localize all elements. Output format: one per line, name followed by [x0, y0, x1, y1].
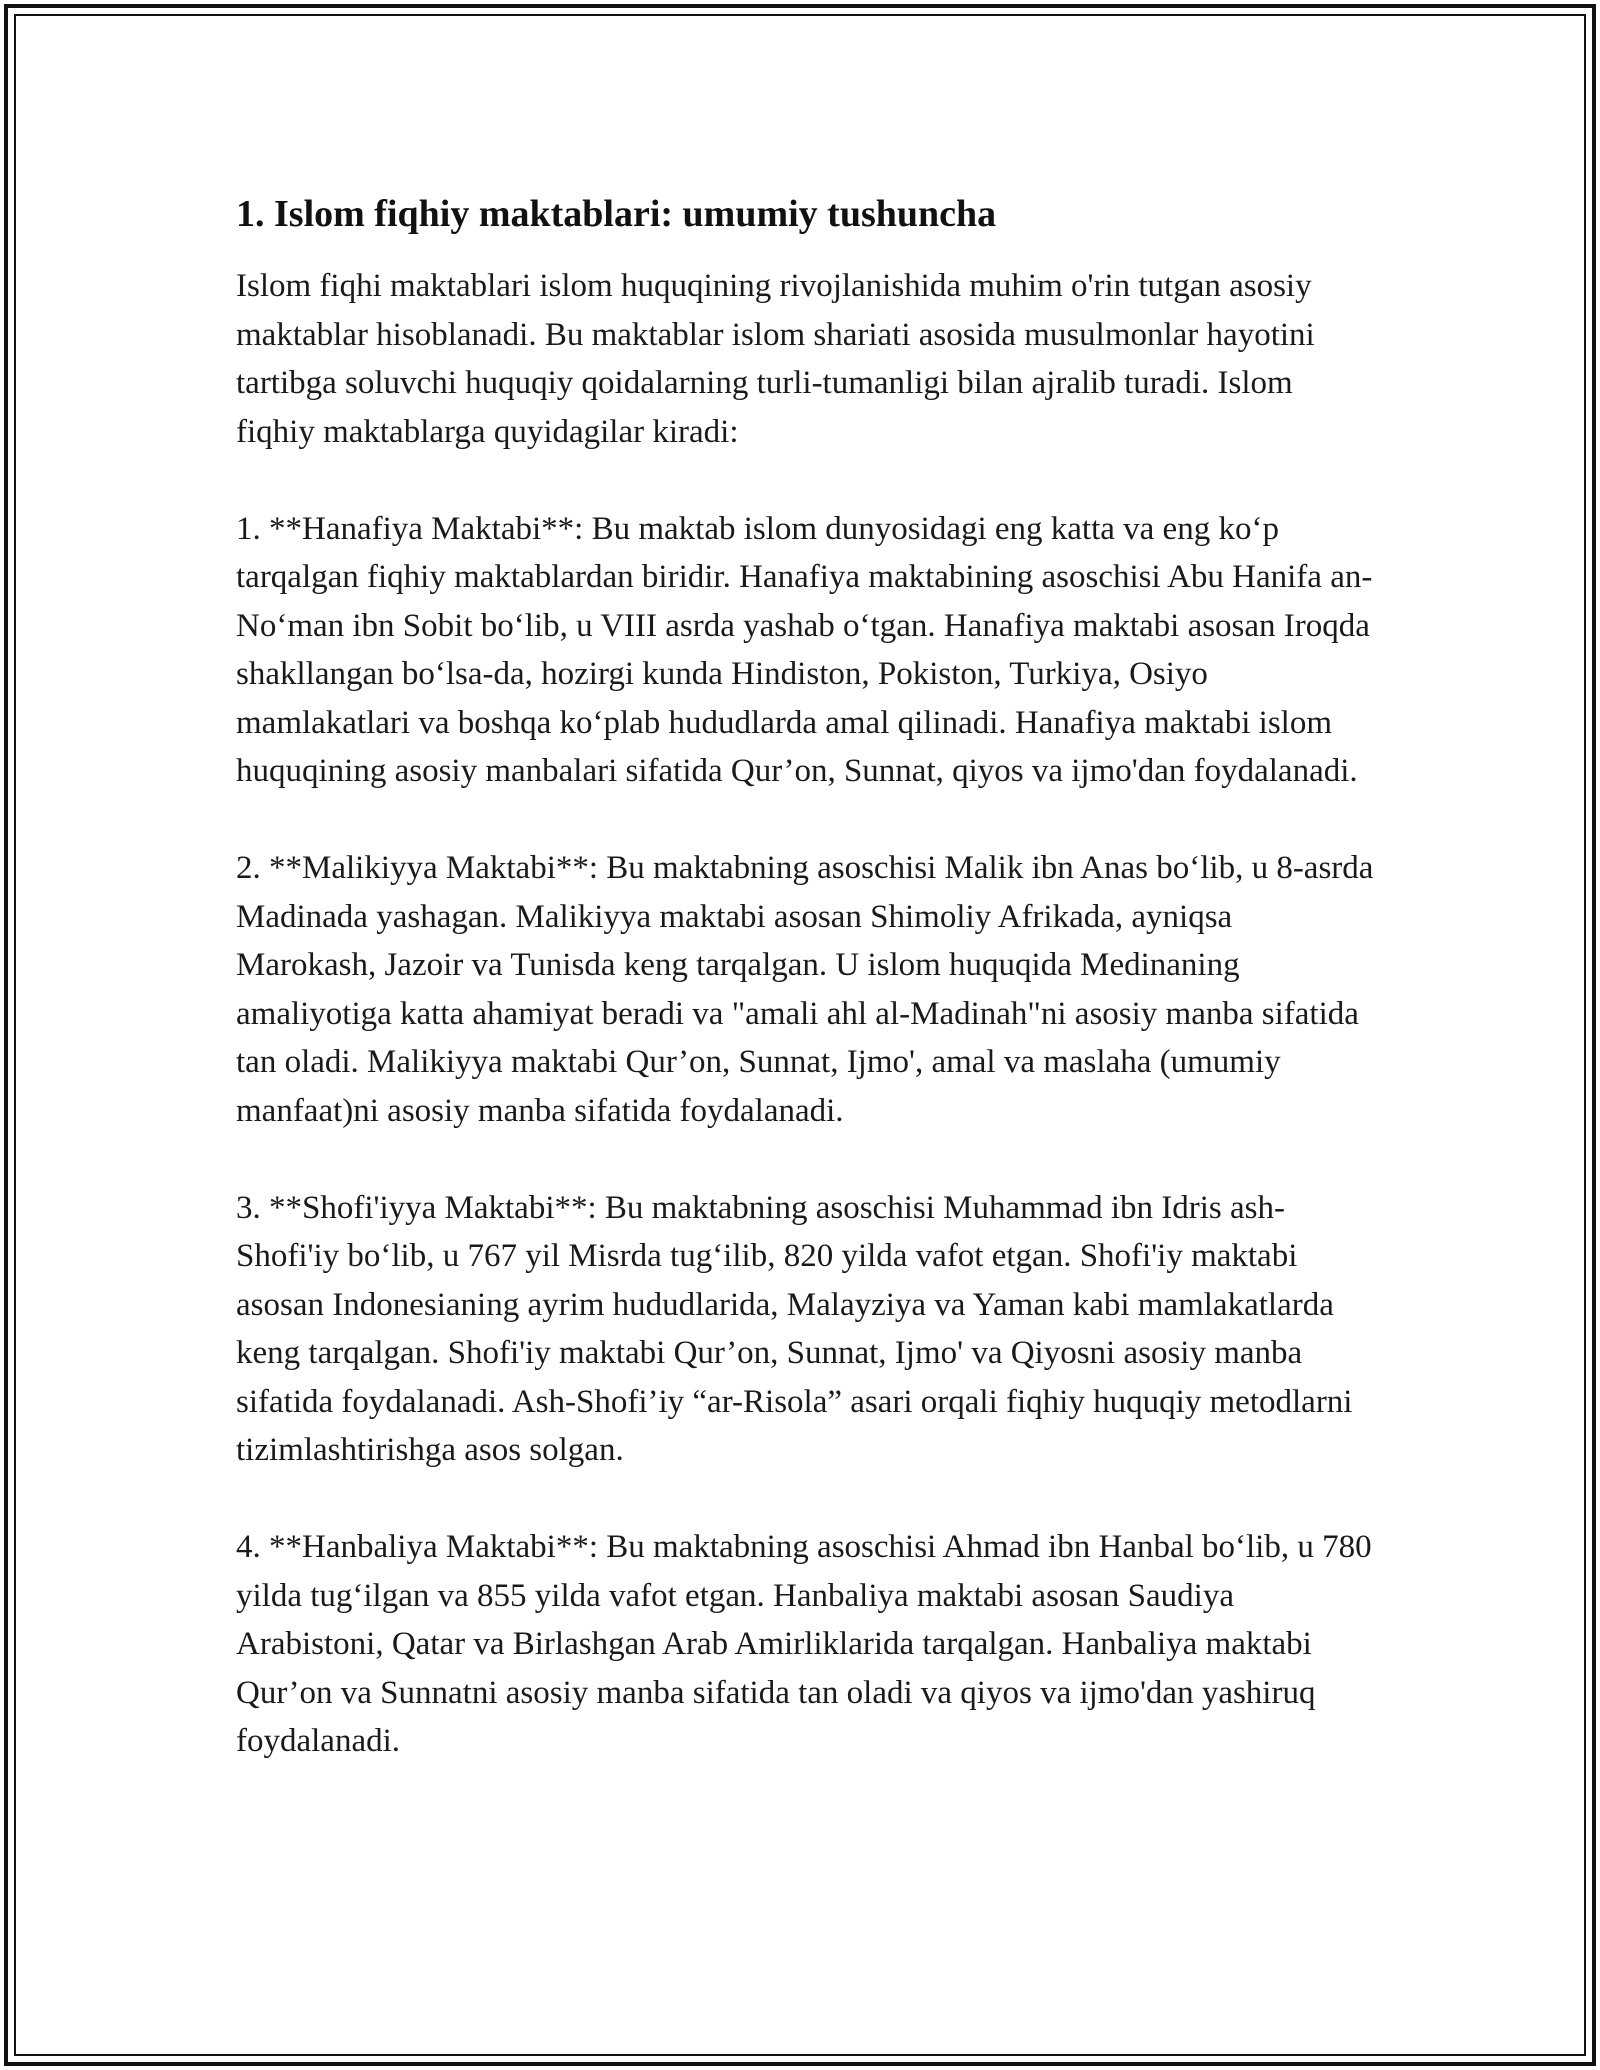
page-title: 1. Islom fiqhiy maktablari: umumiy tushuncha	[236, 193, 997, 235]
intro-paragraph: Islom fiqhi maktablari islom huquqining rivojlanishida muhim o'rin tutgan asosiy maktablar hisoblanadi. Bu maktablar islom shariati asosida musulmonlar hayotini tartibga soluvchi huquqiy qoidalarning turli-tumanligi bilan ajralib turadi. Islom fiqhiy maktablarga quyidagilar kiradi:	[236, 268, 1315, 450]
malikiyya-paragraph: 2. **Malikiyya Maktabi**: Bu maktabning asoschisi Malik ibn Anas bo‘lib, u 8-asrda Madinada yashagan. Malikiyya maktabi asosan Shimoliy Afrikada, ayniqsa Marokash, Jazoir va Tunisda keng tarqalgan. U islom huquqida Medinaning amaliyotiga katta ahamiyat beradi va "amali ahl al-Madinah"ni asosiy manba sifatida tan oladi. Malikiyya maktabi Qur’on, Sunnat, Ijmo', amal va maslaha (umumiy manfaat)ni asosiy manba sifatida foydalanadi.	[236, 850, 1374, 1129]
hanafiya-paragraph: 1. **Hanafiya Maktabi**: Bu maktab islom dunyosidagi eng katta va eng ko‘p tarqalgan fiqhiy maktablardan biridir. Hanafiya maktabining asoschisi Abu Hanifa an-No‘man ibn Sobit bo‘lib, u VIII asrda yashab o‘tgan. Hanafiya maktabi asosan Iroqda shakllangan bo‘lsa-da, hozirgi kunda Hindiston, Pokiston, Turkiya, Osiyo mamlakatlari va boshqa ko‘plab hududlarda amal qilinadi. Hanafiya maktabi islom huquqining asosiy manbalari sifatida Qur’on, Sunnat, qiyos va ijmo'dan foydalanadi.	[236, 510, 1373, 789]
shofiiyya-paragraph: 3. **Shofi'iyya Maktabi**: Bu maktabning asoschisi Muhammad ibn Idris ash-Shofi'iy bo‘lib, u 767 yil Misrda tug‘ilib, 820 yilda vafot etgan. Shofi'iy maktabi asosan Indonesianing ayrim hududlarida, Malayziya va Yaman kabi mamlakatlarda keng tarqalgan. Shofi'iy maktabi Qur’on, Sunnat, Ijmo' va Qiyosni asosiy manba sifatida foydalanadi. Ash-Shofi’iy “ar-Risola” asari orqali fiqhiy huquqiy metodlarni tizimlashtirishga asos solgan.	[236, 1189, 1353, 1468]
document-body	[236, 186, 1376, 1814]
hanbaliya-paragraph: 4. **Hanbaliya Maktabi**: Bu maktabning asoschisi Ahmad ibn Hanbal bo‘lib, u 780 yilda tug‘ilgan va 855 yilda vafot etgan. Hanbaliya maktabi asosan Saudiya Arabistoni, Qatar va Birlashgan Arab Amirliklarida tarqalgan. Hanbaliya maktabi Qur’on va Sunnatni asosiy manba sifatida tan oladi va qiyos va ijmo'dan yashiruq foydalanadi.	[236, 1529, 1372, 1759]
